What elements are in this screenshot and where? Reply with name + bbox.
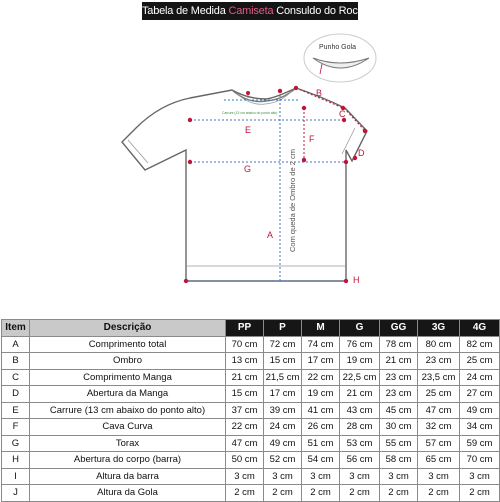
- table-row: [2, 452, 500, 469]
- size-value-cell: 23 cm: [380, 369, 418, 386]
- size-value-cell: 25 cm: [418, 386, 460, 403]
- size-value-cell: 59 cm: [460, 435, 500, 452]
- size-value-cell: 2 cm: [418, 485, 460, 502]
- size-value-cell: 70 cm: [460, 452, 500, 469]
- description-cell: Abertura do corpo (barra): [30, 452, 226, 469]
- size-value-cell: 52 cm: [264, 452, 302, 469]
- item-cell: E: [2, 402, 30, 419]
- page-title: [142, 2, 363, 20]
- title-prefix: Tabela de Medida: [142, 5, 226, 17]
- size-value-cell: 30 cm: [380, 419, 418, 436]
- header-size: PP: [226, 320, 264, 337]
- size-value-cell: 3 cm: [340, 468, 380, 485]
- size-value-cell: 2 cm: [302, 485, 340, 502]
- description-cell: Altura da barra: [30, 468, 226, 485]
- table-row: [2, 435, 500, 452]
- table-row: [2, 419, 500, 436]
- letter-c: C: [339, 109, 346, 119]
- table-row: [2, 369, 500, 386]
- header-size: 3G: [418, 320, 460, 337]
- size-value-cell: 3 cm: [302, 468, 340, 485]
- description-cell: Comprimento total: [30, 336, 226, 353]
- item-cell: F: [2, 419, 30, 436]
- header-description: Descrição: [30, 320, 226, 337]
- size-value-cell: 23,5 cm: [418, 369, 460, 386]
- size-value-cell: 51 cm: [302, 435, 340, 452]
- letter-e: E: [245, 125, 252, 135]
- size-value-cell: 21 cm: [380, 353, 418, 370]
- size-value-cell: 22,5 cm: [340, 369, 380, 386]
- size-value-cell: 27 cm: [460, 386, 500, 403]
- table-header-row: [2, 320, 500, 337]
- size-value-cell: 55 cm: [380, 435, 418, 452]
- size-value-cell: 76 cm: [340, 336, 380, 353]
- description-cell: Cava Curva: [30, 419, 226, 436]
- letter-g: G: [244, 164, 252, 174]
- letter-d: D: [358, 148, 365, 158]
- item-cell: I: [2, 468, 30, 485]
- item-cell: D: [2, 386, 30, 403]
- size-value-cell: 65 cm: [418, 452, 460, 469]
- size-value-cell: 15 cm: [226, 386, 264, 403]
- size-value-cell: 56 cm: [340, 452, 380, 469]
- title-accent: Camiseta: [228, 5, 274, 17]
- size-value-cell: 2 cm: [340, 485, 380, 502]
- size-value-cell: 39 cm: [264, 402, 302, 419]
- size-value-cell: 24 cm: [460, 369, 500, 386]
- size-value-cell: 2 cm: [226, 485, 264, 502]
- size-value-cell: 13 cm: [226, 353, 264, 370]
- size-value-cell: 21 cm: [340, 386, 380, 403]
- size-value-cell: 2 cm: [460, 485, 500, 502]
- item-cell: A: [2, 336, 30, 353]
- size-value-cell: 41 cm: [302, 402, 340, 419]
- tshirt-diagram: [0, 22, 500, 312]
- size-value-cell: 23 cm: [380, 386, 418, 403]
- size-value-cell: 3 cm: [380, 468, 418, 485]
- size-value-cell: 21 cm: [226, 369, 264, 386]
- size-value-cell: 3 cm: [418, 468, 460, 485]
- size-value-cell: 22 cm: [302, 369, 340, 386]
- size-value-cell: 72 cm: [264, 336, 302, 353]
- size-value-cell: 3 cm: [226, 468, 264, 485]
- size-value-cell: 57 cm: [418, 435, 460, 452]
- letter-a: A: [267, 230, 274, 240]
- size-value-cell: 43 cm: [340, 402, 380, 419]
- size-value-cell: 80 cm: [418, 336, 460, 353]
- cuff-label: Punho Gola: [319, 44, 356, 51]
- header-size: 4G: [460, 320, 500, 337]
- collar-inset: [304, 34, 376, 82]
- header-size: P: [264, 320, 302, 337]
- header-size: G: [340, 320, 380, 337]
- size-value-cell: 17 cm: [264, 386, 302, 403]
- size-value-cell: 45 cm: [380, 402, 418, 419]
- size-value-cell: 25 cm: [460, 353, 500, 370]
- size-value-cell: 2 cm: [380, 485, 418, 502]
- table-row: [2, 468, 500, 485]
- description-cell: Altura da Gola: [30, 485, 226, 502]
- title-suffix: Consuldo do Rock: [276, 5, 363, 17]
- size-value-cell: 32 cm: [418, 419, 460, 436]
- table-row: [2, 402, 500, 419]
- item-cell: J: [2, 485, 30, 502]
- size-value-cell: 3 cm: [264, 468, 302, 485]
- size-value-cell: 47 cm: [418, 402, 460, 419]
- size-value-cell: 82 cm: [460, 336, 500, 353]
- size-table: [1, 319, 500, 502]
- size-value-cell: 17 cm: [302, 353, 340, 370]
- table-row: [2, 336, 500, 353]
- carrure-note: Carrure (13 cm abaixo do ponto alto): [222, 111, 278, 115]
- size-value-cell: 19 cm: [340, 353, 380, 370]
- description-cell: Carrure (13 cm abaixo do ponto alto): [30, 402, 226, 419]
- size-value-cell: 2 cm: [264, 485, 302, 502]
- description-cell: Abertura da Manga: [30, 386, 226, 403]
- letter-h: H: [353, 275, 360, 285]
- size-value-cell: 49 cm: [264, 435, 302, 452]
- size-value-cell: 37 cm: [226, 402, 264, 419]
- size-value-cell: 70 cm: [226, 336, 264, 353]
- size-value-cell: 47 cm: [226, 435, 264, 452]
- item-cell: H: [2, 452, 30, 469]
- description-cell: Comprimento Manga: [30, 369, 226, 386]
- size-value-cell: 49 cm: [460, 402, 500, 419]
- shoulder-drop-note: Com queda de Ombro de 2 cm: [288, 149, 297, 252]
- size-value-cell: 23 cm: [418, 353, 460, 370]
- size-value-cell: 28 cm: [340, 419, 380, 436]
- size-value-cell: 19 cm: [302, 386, 340, 403]
- item-cell: C: [2, 369, 30, 386]
- item-cell: B: [2, 353, 30, 370]
- size-value-cell: 74 cm: [302, 336, 340, 353]
- size-value-cell: 34 cm: [460, 419, 500, 436]
- size-value-cell: 26 cm: [302, 419, 340, 436]
- letter-b: B: [316, 88, 323, 98]
- size-value-cell: 78 cm: [380, 336, 418, 353]
- table-row: [2, 353, 500, 370]
- size-value-cell: 58 cm: [380, 452, 418, 469]
- letter-f: F: [309, 134, 315, 144]
- header-size: GG: [380, 320, 418, 337]
- size-value-cell: 54 cm: [302, 452, 340, 469]
- size-value-cell: 15 cm: [264, 353, 302, 370]
- item-cell: G: [2, 435, 30, 452]
- table-row: [2, 485, 500, 502]
- description-cell: Torax: [30, 435, 226, 452]
- description-cell: Ombro: [30, 353, 226, 370]
- size-value-cell: 50 cm: [226, 452, 264, 469]
- table-row: [2, 386, 500, 403]
- tshirt-outline: [122, 88, 367, 281]
- size-value-cell: 21,5 cm: [264, 369, 302, 386]
- size-value-cell: 24 cm: [264, 419, 302, 436]
- header-size: M: [302, 320, 340, 337]
- header-item: Item: [2, 320, 30, 337]
- size-value-cell: 53 cm: [340, 435, 380, 452]
- size-value-cell: 22 cm: [226, 419, 264, 436]
- size-value-cell: 3 cm: [460, 468, 500, 485]
